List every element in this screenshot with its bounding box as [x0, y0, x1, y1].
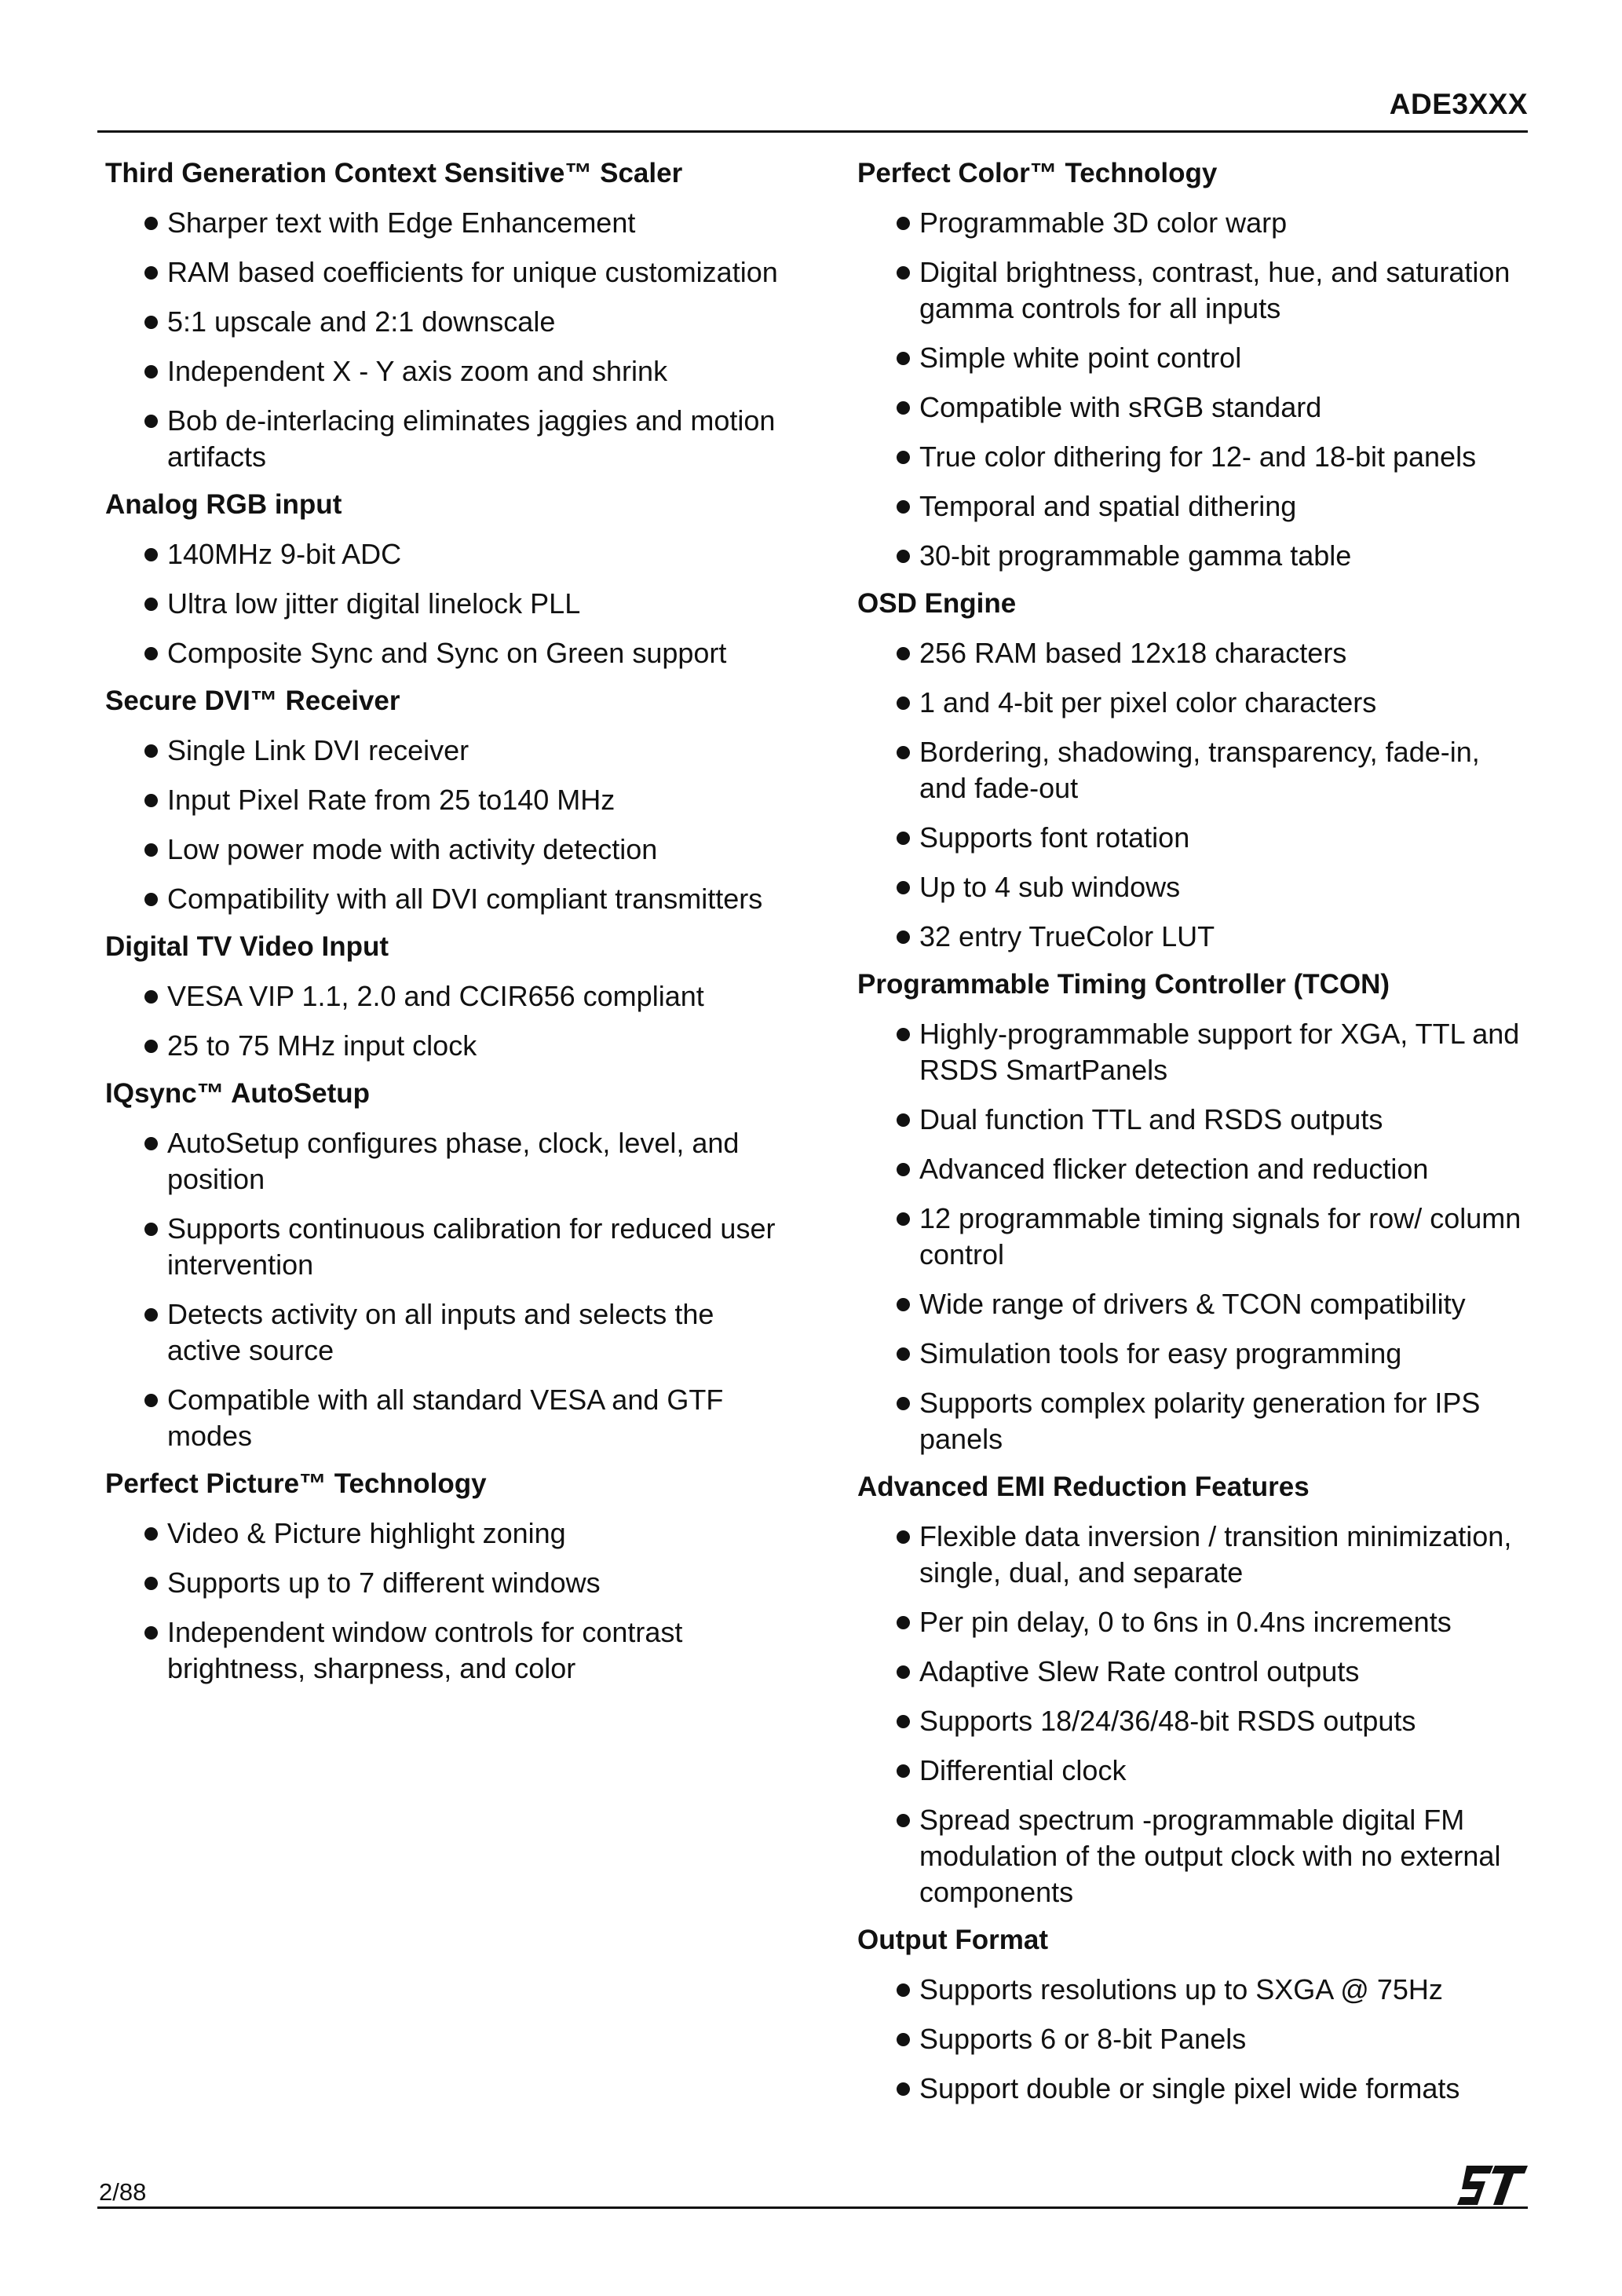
- bullet-item: [857, 820, 1532, 856]
- bullet-dot-icon: [144, 316, 158, 329]
- section-heading: IQsync™ AutoSetup: [105, 1078, 371, 1109]
- bullet-dot-icon: [144, 266, 158, 280]
- bullet-text: Supports 6 or 8-bit Panels: [919, 2023, 1247, 2055]
- bullet-item: [857, 205, 1532, 241]
- bullet-item: [105, 1296, 780, 1369]
- bullet-text: Low power mode with activity detection: [167, 833, 658, 865]
- bullet-text: Supports continuous calibration for reduced user intervention: [167, 1212, 776, 1281]
- bullet-item: [105, 205, 780, 241]
- bullet-dot-icon: [144, 1527, 158, 1541]
- bullet-item: [857, 635, 1532, 671]
- bullet-text: Spread spectrum -programmable digital FM modulation of the output clock with no external components: [919, 1804, 1501, 1908]
- bullet-item: [857, 1336, 1532, 1372]
- section-iqsync-autosetup: [105, 1077, 780, 1454]
- bullet-text: True color dithering for 12- and 18-bit panels: [919, 441, 1477, 473]
- bullet-dot-icon: [144, 548, 158, 561]
- footer-divider: [97, 2206, 1528, 2209]
- bullet-item: [105, 1211, 780, 1283]
- bullet-text: Supports complex polarity generation for IPS panels: [919, 1387, 1481, 1455]
- bullet-dot-icon: [897, 1983, 910, 1997]
- right-feature-column: [857, 157, 1532, 2120]
- bullet-dot-icon: [897, 1163, 910, 1176]
- bullet-text: AutoSetup configures phase, clock, level, and position: [167, 1127, 740, 1195]
- bullet-text: Programmable 3D color warp: [919, 207, 1288, 239]
- section-heading: Perfect Picture™ Technology: [105, 1468, 487, 1499]
- bullet-text: Adaptive Slew Rate control outputs: [919, 1655, 1360, 1687]
- bullet-list: [105, 1125, 780, 1454]
- header-divider: [97, 130, 1528, 133]
- bullet-dot-icon: [897, 1764, 910, 1778]
- bullet-dot-icon: [144, 598, 158, 611]
- bullet-item: [105, 733, 780, 769]
- bullet-list: [857, 1972, 1532, 2107]
- bullet-item: [857, 1753, 1532, 1789]
- bullet-dot-icon: [897, 1028, 910, 1041]
- bullet-text: 256 RAM based 12x18 characters: [919, 637, 1347, 669]
- bullet-text: Independent X - Y axis zoom and shrink: [167, 355, 668, 387]
- section-third-generation-context-sensitive-scaler: [105, 157, 780, 475]
- bullet-text: Sharper text with Edge Enhancement: [167, 207, 636, 239]
- bullet-text: Support double or single pixel wide formats: [919, 2072, 1460, 2104]
- section-programmable-timing-controller-tcon: [857, 968, 1532, 1457]
- bullet-text: Compatible with sRGB standard: [919, 391, 1322, 423]
- bullet-text: 30-bit programmable gamma table: [919, 539, 1352, 572]
- bullet-text: Detects activity on all inputs and selects the active source: [167, 1298, 714, 1366]
- bullet-list: [105, 978, 780, 1064]
- bullet-text: Flexible data inversion / transition minimization, single, dual, and separate: [919, 1520, 1512, 1589]
- section-digital-tv-video-input: [105, 930, 780, 1064]
- bullet-dot-icon: [897, 1212, 910, 1226]
- section-heading: Digital TV Video Input: [105, 931, 389, 962]
- bullet-dot-icon: [897, 451, 910, 464]
- bullet-dot-icon: [897, 746, 910, 759]
- bullet-text: Bordering, shadowing, transparency, fade-in, and fade-out: [919, 736, 1480, 804]
- bullet-text: 25 to 75 MHz input clock: [167, 1029, 477, 1062]
- bullet-item: [857, 1972, 1532, 2008]
- bullet-item: [105, 832, 780, 868]
- document-title: ADE3XXX: [1389, 88, 1528, 120]
- bullet-text: Composite Sync and Sync on Green support: [167, 637, 727, 669]
- bullet-dot-icon: [897, 1113, 910, 1127]
- section-osd-engine: [857, 587, 1532, 955]
- bullet-dot-icon: [897, 500, 910, 514]
- bullet-item: [105, 1125, 780, 1197]
- bullet-list: [105, 1515, 780, 1687]
- st-logo-icon: [1456, 2164, 1528, 2206]
- bullet-item: [857, 1016, 1532, 1088]
- bullet-item: [857, 685, 1532, 721]
- bullet-dot-icon: [144, 990, 158, 1004]
- bullet-item: [105, 403, 780, 475]
- bullet-text: Temporal and spatial dithering: [919, 490, 1297, 522]
- left-feature-column: [105, 157, 780, 1700]
- bullet-dot-icon: [897, 647, 910, 660]
- bullet-dot-icon: [897, 2033, 910, 2046]
- bullet-dot-icon: [144, 744, 158, 758]
- bullet-text: RAM based coefficients for unique customization: [167, 256, 778, 288]
- bullet-item: [857, 1604, 1532, 1640]
- bullet-dot-icon: [897, 1530, 910, 1544]
- section-output-format: [857, 1924, 1532, 2107]
- section-heading: Third Generation Context Sensitive™ Scaler: [105, 158, 683, 188]
- bullet-dot-icon: [897, 930, 910, 944]
- bullet-item: [857, 439, 1532, 475]
- bullet-text: Simple white point control: [919, 342, 1242, 374]
- bullet-text: Dual function TTL and RSDS outputs: [919, 1103, 1383, 1135]
- bullet-item: [105, 978, 780, 1015]
- bullet-item: [105, 782, 780, 818]
- bullet-dot-icon: [897, 1397, 910, 1410]
- page-number: 2/88: [99, 2178, 147, 2206]
- bullet-item: [105, 1614, 780, 1687]
- bullet-item: [857, 734, 1532, 806]
- bullet-list: [857, 1519, 1532, 1910]
- bullet-item: [857, 1802, 1532, 1910]
- bullet-text: Per pin delay, 0 to 6ns in 0.4ns increments: [919, 1606, 1452, 1638]
- bullet-item: [105, 304, 780, 340]
- bullet-dot-icon: [144, 893, 158, 906]
- section-heading: Programmable Timing Controller (TCON): [857, 969, 1390, 1000]
- bullet-item: [105, 353, 780, 389]
- bullet-text: Independent window controls for contrast brightness, sharpness, and color: [167, 1616, 683, 1684]
- bullet-dot-icon: [897, 352, 910, 365]
- section-perfect-color-technology: [857, 157, 1532, 574]
- bullet-item: [857, 1654, 1532, 1690]
- bullet-dot-icon: [144, 647, 158, 660]
- bullet-text: Digital brightness, contrast, hue, and saturation gamma controls for all inputs: [919, 256, 1511, 324]
- bullet-text: Wide range of drivers & TCON compatibility: [919, 1288, 1466, 1320]
- bullet-dot-icon: [897, 1298, 910, 1311]
- bullet-dot-icon: [144, 1308, 158, 1322]
- bullet-item: [105, 1565, 780, 1601]
- bullet-text: Up to 4 sub windows: [919, 871, 1181, 903]
- bullet-dot-icon: [897, 881, 910, 894]
- bullet-item: [105, 586, 780, 622]
- bullet-dot-icon: [144, 217, 158, 230]
- bullet-dot-icon: [144, 1040, 158, 1053]
- bullet-text: Bob de-interlacing eliminates jaggies and motion artifacts: [167, 404, 776, 473]
- bullet-dot-icon: [897, 550, 910, 563]
- bullet-item: [105, 1382, 780, 1454]
- bullet-item: [857, 1519, 1532, 1591]
- bullet-text: Supports resolutions up to SXGA @ 75Hz: [919, 1973, 1443, 2005]
- bullet-item: [857, 1102, 1532, 1138]
- bullet-text: 12 programmable timing signals for row/ column control: [919, 1202, 1522, 1270]
- bullet-list: [105, 733, 780, 917]
- bullet-text: Simulation tools for easy programming: [919, 1337, 1402, 1369]
- bullet-dot-icon: [897, 696, 910, 710]
- bullet-dot-icon: [144, 794, 158, 807]
- section-secure-dvi-receiver: [105, 685, 780, 917]
- bullet-dot-icon: [897, 401, 910, 415]
- bullet-text: Video & Picture highlight zoning: [167, 1517, 566, 1549]
- bullet-dot-icon: [144, 365, 158, 378]
- bullet-text: Ultra low jitter digital linelock PLL: [167, 587, 581, 620]
- bullet-text: Differential clock: [919, 1754, 1127, 1786]
- bullet-dot-icon: [144, 415, 158, 428]
- section-heading: Analog RGB input: [105, 489, 342, 520]
- bullet-text: Supports 18/24/36/48-bit RSDS outputs: [919, 1705, 1416, 1737]
- section-perfect-picture-technology: [105, 1468, 780, 1687]
- bullet-item: [857, 1201, 1532, 1273]
- bullet-dot-icon: [897, 1715, 910, 1728]
- bullet-list: [105, 205, 780, 475]
- bullet-dot-icon: [144, 1394, 158, 1407]
- bullet-item: [857, 389, 1532, 426]
- bullet-list: [857, 635, 1532, 955]
- bullet-item: [857, 1385, 1532, 1457]
- section-heading: Output Format: [857, 1925, 1049, 1955]
- bullet-item: [857, 254, 1532, 327]
- bullet-dot-icon: [897, 2082, 910, 2096]
- bullet-dot-icon: [897, 217, 910, 230]
- section-heading: Advanced EMI Reduction Features: [857, 1472, 1310, 1502]
- bullet-text: 1 and 4-bit per pixel color characters: [919, 686, 1377, 718]
- bullet-item: [105, 536, 780, 572]
- bullet-text: Supports up to 7 different windows: [167, 1567, 601, 1599]
- bullet-item: [105, 1515, 780, 1552]
- section-heading: Secure DVI™ Receiver: [105, 686, 400, 716]
- bullet-text: VESA VIP 1.1, 2.0 and CCIR656 compliant: [167, 980, 704, 1012]
- bullet-item: [105, 254, 780, 291]
- section-analog-rgb-input: [105, 488, 780, 671]
- bullet-dot-icon: [144, 1626, 158, 1640]
- bullet-item: [857, 1703, 1532, 1739]
- bullet-dot-icon: [144, 1577, 158, 1590]
- bullet-dot-icon: [144, 1137, 158, 1150]
- bullet-dot-icon: [897, 1665, 910, 1679]
- bullet-dot-icon: [897, 1616, 910, 1629]
- bullet-text: Supports font rotation: [919, 821, 1190, 854]
- bullet-text: Single Link DVI receiver: [167, 734, 469, 766]
- bullet-text: Compatible with all standard VESA and GTF modes: [167, 1384, 724, 1452]
- bullet-dot-icon: [897, 832, 910, 845]
- bullet-dot-icon: [897, 1814, 910, 1827]
- bullet-text: 5:1 upscale and 2:1 downscale: [167, 305, 556, 338]
- bullet-text: Advanced flicker detection and reduction: [919, 1153, 1429, 1185]
- bullet-item: [857, 2021, 1532, 2057]
- bullet-text: Highly-programmable support for XGA, TTL and RSDS SmartPanels: [919, 1018, 1520, 1086]
- bullet-item: [857, 488, 1532, 525]
- bullet-item: [857, 869, 1532, 905]
- section-heading: OSD Engine: [857, 588, 1017, 619]
- bullet-text: Input Pixel Rate from 25 to140 MHz: [167, 784, 616, 816]
- bullet-item: [857, 1151, 1532, 1187]
- bullet-item: [857, 1286, 1532, 1322]
- bullet-item: [105, 881, 780, 917]
- bullet-item: [857, 340, 1532, 376]
- section-heading: Perfect Color™ Technology: [857, 158, 1218, 188]
- bullet-dot-icon: [897, 266, 910, 280]
- bullet-text: Compatibility with all DVI compliant transmitters: [167, 883, 763, 915]
- bullet-item: [105, 1028, 780, 1064]
- bullet-item: [105, 635, 780, 671]
- bullet-dot-icon: [897, 1347, 910, 1361]
- bullet-text: 32 entry TrueColor LUT: [919, 920, 1215, 952]
- bullet-item: [857, 2071, 1532, 2107]
- bullet-item: [857, 538, 1532, 574]
- bullet-list: [857, 205, 1532, 574]
- bullet-list: [105, 536, 780, 671]
- bullet-item: [857, 919, 1532, 955]
- bullet-list: [857, 1016, 1532, 1457]
- bullet-dot-icon: [144, 1223, 158, 1236]
- bullet-dot-icon: [144, 843, 158, 857]
- bullet-text: 140MHz 9-bit ADC: [167, 538, 402, 570]
- section-advanced-emi-reduction-features: [857, 1471, 1532, 1910]
